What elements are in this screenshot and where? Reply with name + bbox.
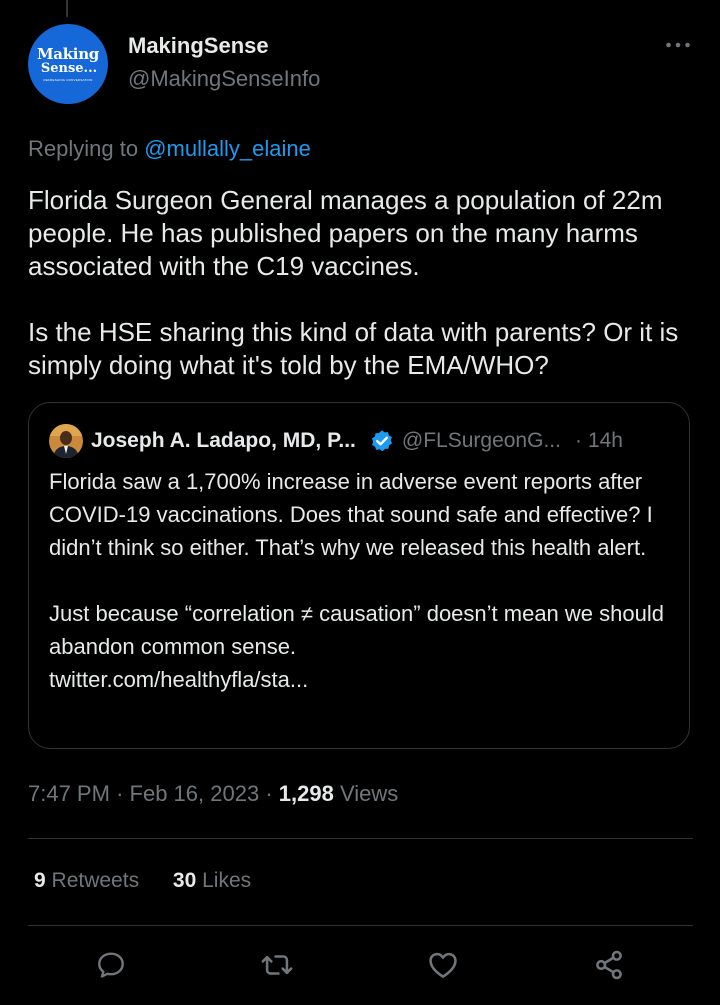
retweet-icon [260, 948, 294, 982]
avatar-logo-text-line1: Making [36, 45, 99, 63]
avatar-logo-tagline: REFRESHING CONVERSATION [43, 78, 93, 82]
replying-to-mention-link[interactable]: @mullally_elaine [144, 136, 311, 161]
likes-stat[interactable] [173, 869, 251, 893]
like-icon [426, 948, 460, 982]
views-count: 1,298 [278, 781, 334, 806]
likes-count: 30 [172, 869, 197, 892]
quoted-author-photo [49, 424, 83, 458]
engagement-stats [34, 869, 251, 893]
thread-connector-line [66, 0, 68, 17]
tweet-paragraph: Florida Surgeon General manages a population of 22m people. He has published papers on the many harms associated with the C19 vaccines. [28, 185, 663, 281]
author-handle[interactable]: @MakingSenseInfo [128, 66, 321, 91]
share-button[interactable] [590, 946, 628, 984]
author-avatar[interactable] [28, 24, 108, 104]
quoted-link[interactable]: twitter.com/healthyfla/sta... [49, 667, 309, 692]
quoted-paragraph-text: Just because “correlation ≠ causation” doesn’t mean we should abandon common sense. [49, 601, 664, 659]
quoted-timestamp[interactable]: 14h [587, 429, 623, 452]
quoted-author-handle[interactable]: @FLSurgeonG... [401, 429, 561, 452]
retweets-stat[interactable] [34, 869, 139, 893]
verified-badge-icon [370, 429, 394, 453]
replying-to-label: Replying to [28, 136, 139, 161]
meta-separator: · [116, 781, 124, 806]
share-icon [592, 948, 626, 982]
quoted-tweet-card[interactable] [28, 402, 690, 749]
like-button[interactable] [424, 946, 462, 984]
quoted-paragraph [49, 597, 674, 696]
more-options-button[interactable] [660, 30, 696, 60]
views-label: Views [339, 781, 399, 806]
tweet-paragraph: Is the HSE sharing this kind of data with parents? Or it is simply doing what it's told by the EMA/WHO? [28, 317, 679, 380]
tweet-date[interactable]: Feb 16, 2023 [129, 781, 260, 806]
divider [28, 838, 693, 839]
tweet-body [28, 184, 696, 382]
likes-label: Likes [202, 869, 252, 892]
retweets-count: 9 [34, 869, 46, 892]
replying-to-line [28, 136, 311, 162]
avatar-logo-text-line2: Sense... [40, 61, 98, 76]
quoted-author-name[interactable]: Joseph A. Ladapo, MD, P... [91, 429, 356, 452]
more-horizontal-icon [665, 41, 691, 49]
retweet-button[interactable] [258, 946, 296, 984]
reply-icon [95, 949, 127, 981]
author-display-name[interactable]: MakingSense [128, 33, 269, 58]
reply-button[interactable] [92, 946, 130, 984]
tweet-metadata [28, 781, 398, 807]
quoted-tweet-header [49, 423, 623, 459]
quoted-paragraph: Florida saw a 1,700% increase in adverse event reports after COVID-19 vaccinations. Does that sound safe and effective? I didn’t think so either. That’s why we released this health alert. [49, 469, 653, 560]
quoted-separator: · [574, 429, 582, 452]
meta-separator: · [265, 781, 273, 806]
quoted-tweet-body [49, 465, 674, 696]
divider [28, 925, 693, 926]
tweet-time[interactable]: 7:47 PM [28, 781, 110, 806]
retweets-label: Retweets [51, 869, 140, 892]
quoted-author-avatar[interactable] [49, 424, 83, 458]
